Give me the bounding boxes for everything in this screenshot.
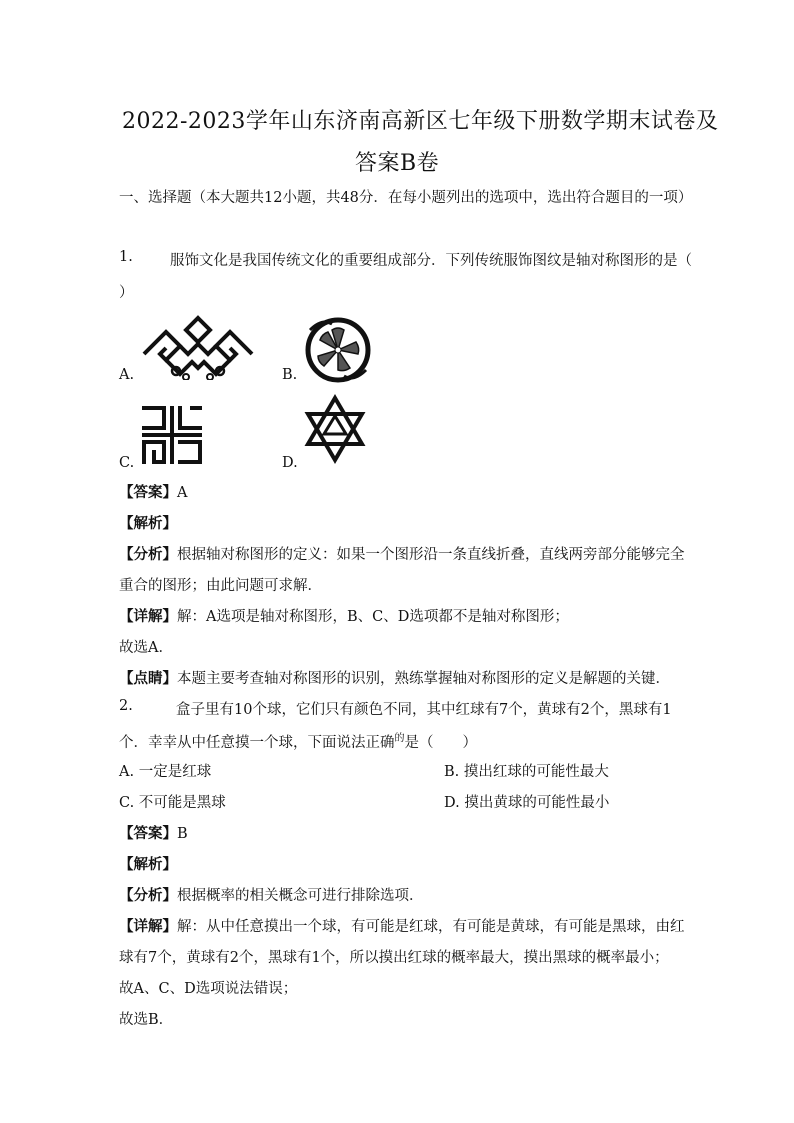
q1-fenxi-line2: 重合的图形；由此问题可求解． — [119, 578, 322, 594]
doc-title-line1: 2022-2023学年山东济南高新区七年级下册数学期末试卷及 — [122, 109, 719, 134]
q2-stem-line2b: 是（ ） — [404, 734, 477, 751]
q1-answer-tag: 【答案】 — [119, 484, 177, 501]
q2-xiangjie-line2: 球有7个，黄球有2个，黑球有1个，所以摸出红球的概率最大，摸出黑球的概率最小； — [119, 950, 669, 966]
q2-xiangjie-line4: 故选B． — [119, 1012, 174, 1028]
q2-stem-sup: 的 — [394, 733, 405, 744]
q2-xiangjie-line1 — [119, 915, 685, 936]
q2-option-a: A. 一定是红球 — [119, 764, 212, 780]
q2-xiangjie-text1: 解：从中任意摸出一个球，有可能是红球，有可能是黄球，有可能是黑球，由红 — [177, 919, 685, 935]
q1-dianjing-tag: 【点睛】 — [119, 670, 177, 687]
q2-xiangjie-tag: 【详解】 — [119, 918, 177, 935]
q1-xiangjie-tag: 【详解】 — [119, 608, 177, 625]
q1-xiangjie-text1: 解：A选项是轴对称图形，B、C、D选项都不是轴对称图形； — [177, 609, 569, 625]
q1-number: 1. — [119, 249, 133, 265]
q1-answer-row — [119, 481, 187, 502]
section-heading: 一、选择题（本大题共12小题，共48分．在每小题列出的选项中，选出符合题目的一项） — [119, 190, 693, 206]
q2-answer: B — [177, 826, 188, 842]
q2-xiangjie-line3: 故A、C、D选项说法错误； — [119, 981, 298, 997]
q1-stem-line1: 服饰文化是我国传统文化的重要组成部分．下列传统服饰图纹是轴对称图形的是（ — [170, 253, 692, 269]
q1-option-b-label: B. — [282, 367, 298, 383]
q1-option-a-label: A. — [119, 367, 135, 383]
q2-option-c: C. 不可能是黑球 — [119, 795, 226, 811]
q1-figure-c — [140, 404, 204, 466]
q2-stem-line2 — [119, 729, 477, 752]
q2-fenxi-text: 根据概率的相关概念可进行排除选项． — [177, 888, 424, 904]
q1-fenxi-text1: 根据轴对称图形的定义：如果一个图形沿一条直线折叠，直线两旁部分能够完全 — [177, 547, 685, 563]
q1-fenxi-tag: 【分析】 — [119, 546, 177, 563]
q1-fenxi-line1 — [119, 543, 685, 564]
q2-answer-row — [119, 822, 188, 843]
q2-answer-tag: 【答案】 — [119, 825, 177, 842]
q1-answer: A — [177, 485, 188, 501]
q1-option-d-label: D. — [282, 455, 298, 471]
q2-stem-line1: 盒子里有10个球，它们只有颜色不同，其中红球有7个，黄球有2个，黑球有1 — [176, 702, 672, 718]
q1-jiexi: 【解析】 — [119, 515, 177, 532]
q2-number: 2. — [119, 698, 133, 714]
q1-figure-a — [140, 314, 256, 380]
q2-option-b: B. 摸出红球的可能性最大 — [444, 764, 609, 780]
q1-figure-b — [302, 314, 374, 386]
q1-dianjing-text: 本题主要考查轴对称图形的识别，熟练掌握轴对称图形的定义是解题的关键． — [177, 671, 670, 687]
q2-jiexi: 【解析】 — [119, 856, 177, 873]
q1-xiangjie-line2: 故选A． — [119, 640, 173, 656]
q2-stem-line2a: 个．幸幸从中任意摸一个球，下面说法正确 — [119, 734, 395, 751]
q2-fenxi — [119, 884, 424, 905]
q1-xiangjie-line1 — [119, 605, 569, 626]
q1-dianjing — [119, 667, 670, 688]
q1-figure-d — [302, 394, 368, 464]
doc-title-line2: 答案B卷 — [355, 151, 440, 176]
q2-option-d: D. 摸出黄球的可能性最小 — [444, 795, 610, 811]
q1-stem-line2: ） — [119, 285, 134, 301]
q1-option-c-label: C. — [119, 455, 135, 471]
q2-fenxi-tag: 【分析】 — [119, 887, 177, 904]
